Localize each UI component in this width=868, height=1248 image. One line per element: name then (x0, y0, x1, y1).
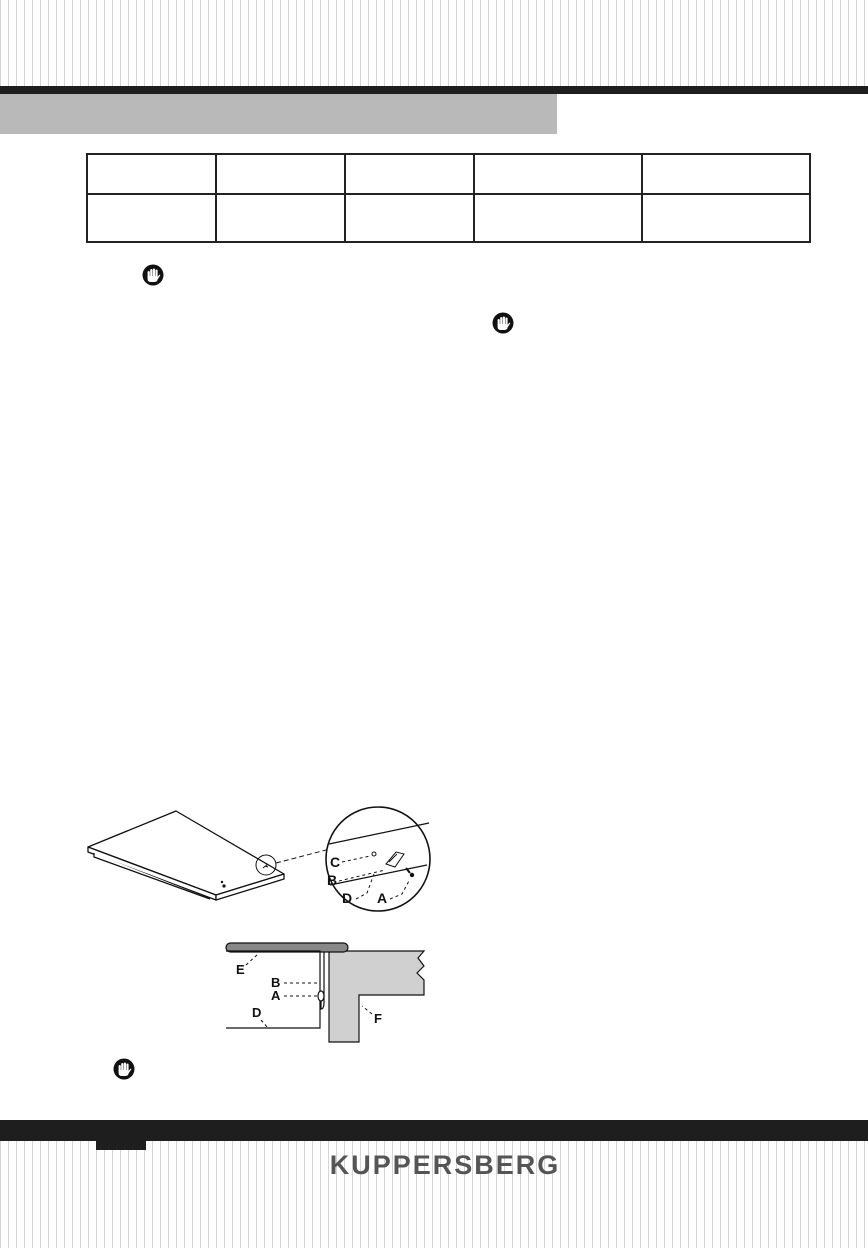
callout-b: B (271, 975, 281, 990)
footer-bar (0, 1120, 868, 1141)
caution-hand-icon (113, 1058, 135, 1080)
table-cell (87, 154, 216, 194)
table-cell (216, 194, 345, 242)
table-cell (474, 194, 642, 242)
callout-a: A (377, 890, 388, 906)
callout-a: A (271, 988, 281, 1003)
header-pattern (0, 0, 868, 86)
table-row (87, 154, 810, 194)
table-cell (474, 154, 642, 194)
callout-d: D (342, 890, 353, 906)
callout-c: C (330, 854, 341, 870)
header-bar (0, 86, 868, 94)
table-cell (345, 154, 474, 194)
section-title-band (0, 94, 557, 134)
callout-e: E (236, 962, 245, 977)
spec-table (86, 153, 811, 243)
table-cell (642, 194, 810, 242)
callout-d: D (252, 1005, 262, 1020)
table-cell (345, 194, 474, 242)
hob-cross-section-drawing (224, 932, 430, 1048)
table-cell (642, 154, 810, 194)
callout-f: F (374, 1011, 382, 1026)
caution-hand-icon (492, 312, 514, 334)
table-row (87, 194, 810, 242)
brand-logo: KUPPERSBERG (329, 1150, 561, 1180)
caution-hand-icon (142, 264, 164, 286)
table-cell (87, 194, 216, 242)
table-cell (216, 154, 345, 194)
hob-mounting-drawing (84, 790, 444, 920)
footer-tab (96, 1140, 146, 1150)
callout-b: B (327, 872, 338, 888)
